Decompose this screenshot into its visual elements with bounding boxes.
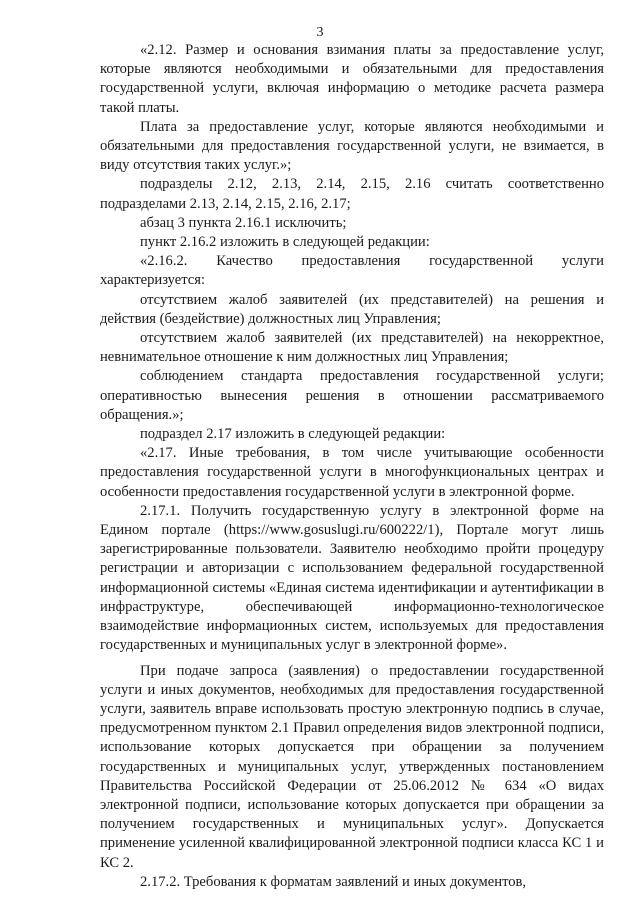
paragraph-2-16-2: «2.16.2. Качество предоставления государственной услуги характеризуется: [100,253,604,289]
page-number: 3 [316,25,324,40]
paragraph-standard: соблюдением стандарта предоставления государственной услуги; оперативностью вынесения решения в отношении рассматриваемого обращения.»; [100,368,604,423]
paragraph-renumber: подразделы 2.12, 2.13, 2.14, 2.15, 2.16 считать соответственно подразделами 2.13, 2.14, 2.15, 2.16, 2.17; [100,176,604,212]
paragraph-2-17: «2.17. Иные требования, в том числе учитывающие особенности предоставления государственной услуги в многофункциональных центрах и особенности предоставления государственной услуги в электронной форме. [100,445,604,500]
document-body [100,41,604,892]
paragraph-2-17-1: 2.17.1. Получить государственную услугу в электронной форме на Едином портале (https://www.gosuslugi.ru/600222/1), Портале могут лишь зарегистрированные пользователи. Заявителю необходимо пройти процедуру регистрации и авторизации с использованием федеральной государственной информационной системы «Единая система идентификации и аутентификации в инфраструктуре, обеспечивающей информационно-технологическое взаимодействие информационных систем, используемых для предоставления государственных и муниципальных услуг в электронной форме». [100,502,604,654]
paragraph-complaints-attitude: отсутствием жалоб заявителей (их представителей) на некорректное, невнимательное отношение к ним должностных лиц Управления; [100,330,604,366]
paragraph-2-12-title: «2.12. Размер и основания взимания платы за предоставление услуг, которые являются необходимыми и обязательными для предоставления государственной услуги, включая информацию о методике расчета размера такой платы. [100,42,604,116]
paragraph-2-17-intro: подраздел 2.17 изложить в следующей редакции: [140,426,446,443]
paragraph-2-16-2-intro: пункт 2.16.2 изложить в следующей редакции: [140,234,430,251]
paragraph-2-17-2: 2.17.2. Требования к форматам заявлений и иных документов, [140,873,527,890]
paragraph-fee-text: Плата за предоставление услуг, которые являются необходимыми и обязательными для предоставления государственной услуги, не взимается, в виду отсутствия таких услуг.»; [100,118,604,174]
paragraph-exclude: абзац 3 пункта 2.16.1 исключить; [140,214,347,231]
paragraph-complaints-decisions: отсутствием жалоб заявителей (их представителей) на решения и действия (бездействие) должностных лиц Управления; [100,291,604,327]
paragraph-signature: При подаче запроса (заявления) о предоставлении государственной услуги и иных документов, необходимых для предоставления государственной услуги, заявитель вправе использовать простую электронную подпись в случае, предусмотренном пунктом 2.1 Правил определения видов электронной подписи, использование которых допускается при обращении за получением государственных и муниципальных услуг, утвержденных постановлением Правительства Российской Федерации от 25.06.2012 № 634 «О видах электронной подписи, использование которых допускается при обращении за получением государственных и муниципальных услуг». Допускается применение усиленной квалифицированной электронной подписи класса КС 1 и КС 2. [100,662,604,871]
